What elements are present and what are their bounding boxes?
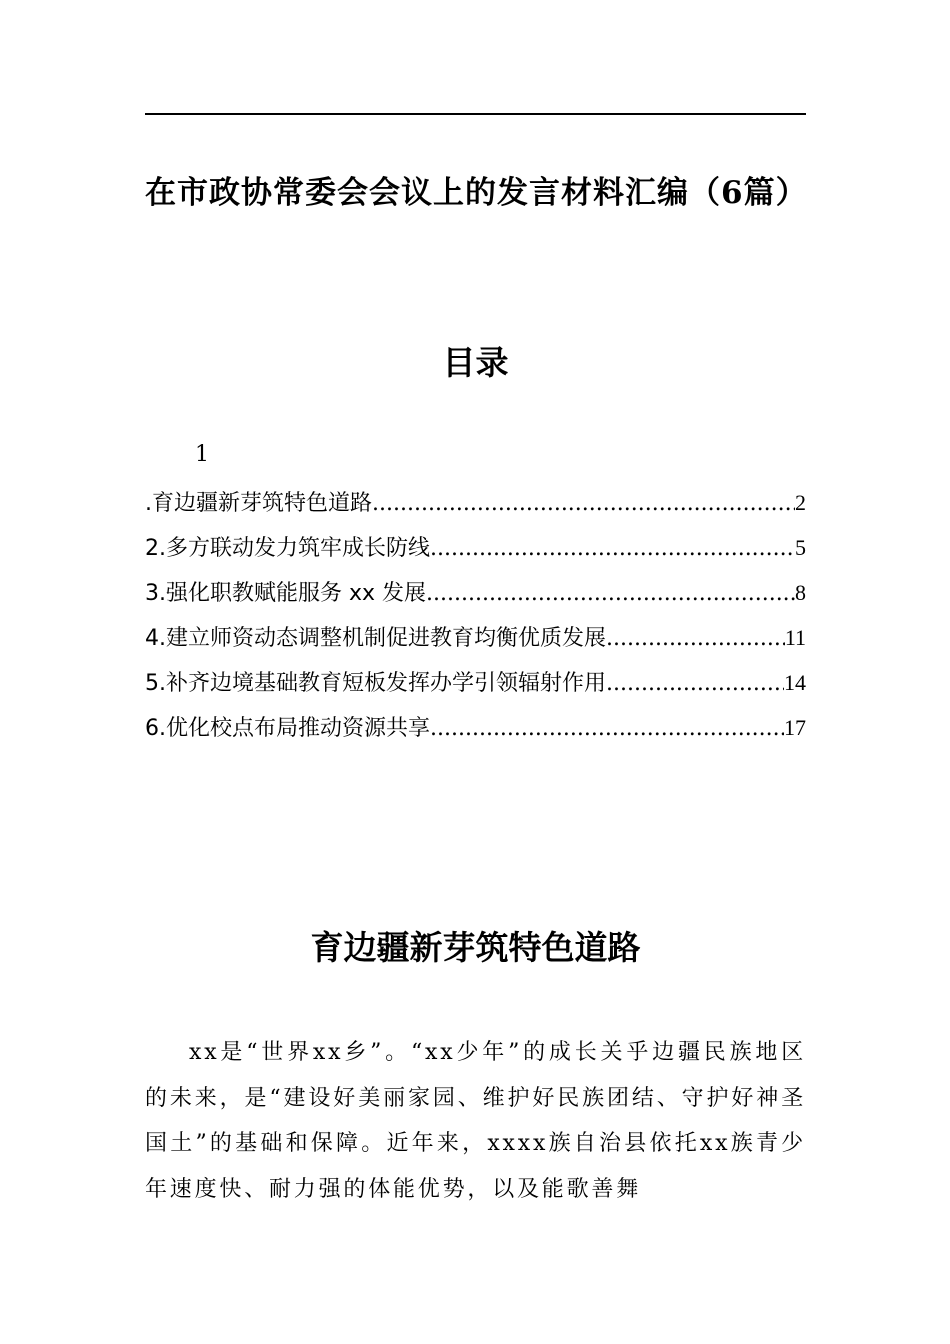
toc-dot-leader xyxy=(430,706,784,750)
toc-entry-label: .育边疆新芽筑特色道路 xyxy=(145,491,372,516)
toc-entry-1[interactable] xyxy=(145,480,806,525)
toc-entry-2[interactable] xyxy=(145,525,806,570)
toc-entry-label: 5.补齐边境基础教育短板发挥办学引领辐射作用 xyxy=(145,671,606,696)
toc-entry-page: 2 xyxy=(795,490,806,515)
document-title: 在市政协常委会会议上的发言材料汇编（6篇） xyxy=(145,175,808,211)
toc-dot-leader xyxy=(426,571,795,615)
toc-entry-4[interactable] xyxy=(145,615,806,660)
toc-dot-leader xyxy=(606,661,784,705)
toc-entry-5[interactable] xyxy=(145,660,806,705)
toc-entry-page: 8 xyxy=(795,580,806,605)
toc-heading: 目录 xyxy=(442,343,509,382)
table-of-contents xyxy=(145,480,806,750)
body-paragraph: xx是“世界xx乡”。“xx少年”的成长关乎边疆民族地区的未来，是“建设好美丽家园、维护好民族团结、守护好神圣国土”的基础和保障。近年来，xxxx族自治县依托xx族青少年速度快、耐力强的体能优势，以及能歌善舞 xyxy=(145,1040,806,1202)
toc-dot-leader xyxy=(430,526,795,570)
toc-first-number: 1 xyxy=(195,442,209,467)
toc-entry-6[interactable] xyxy=(145,705,806,750)
toc-dot-leader xyxy=(606,616,785,660)
toc-entry-label: 6.优化校点布局推动资源共享 xyxy=(145,716,430,741)
toc-entry-page: 11 xyxy=(784,625,806,650)
toc-entry-page: 5 xyxy=(795,535,806,560)
toc-entry-page: 14 xyxy=(784,670,806,695)
toc-entry-label: 4.建立师资动态调整机制促进教育均衡优质发展 xyxy=(145,626,606,651)
toc-dot-leader xyxy=(372,481,795,525)
toc-entry-label: 3.强化职教赋能服务 xx 发展 xyxy=(145,581,427,606)
toc-entry-label: 2.多方联动发力筑牢成长防线 xyxy=(145,536,430,561)
top-rule xyxy=(145,113,806,115)
toc-entry-page: 17 xyxy=(784,715,806,740)
toc-entry-3[interactable] xyxy=(145,570,806,615)
section-title: 育边疆新芽筑特色道路 xyxy=(310,928,641,967)
